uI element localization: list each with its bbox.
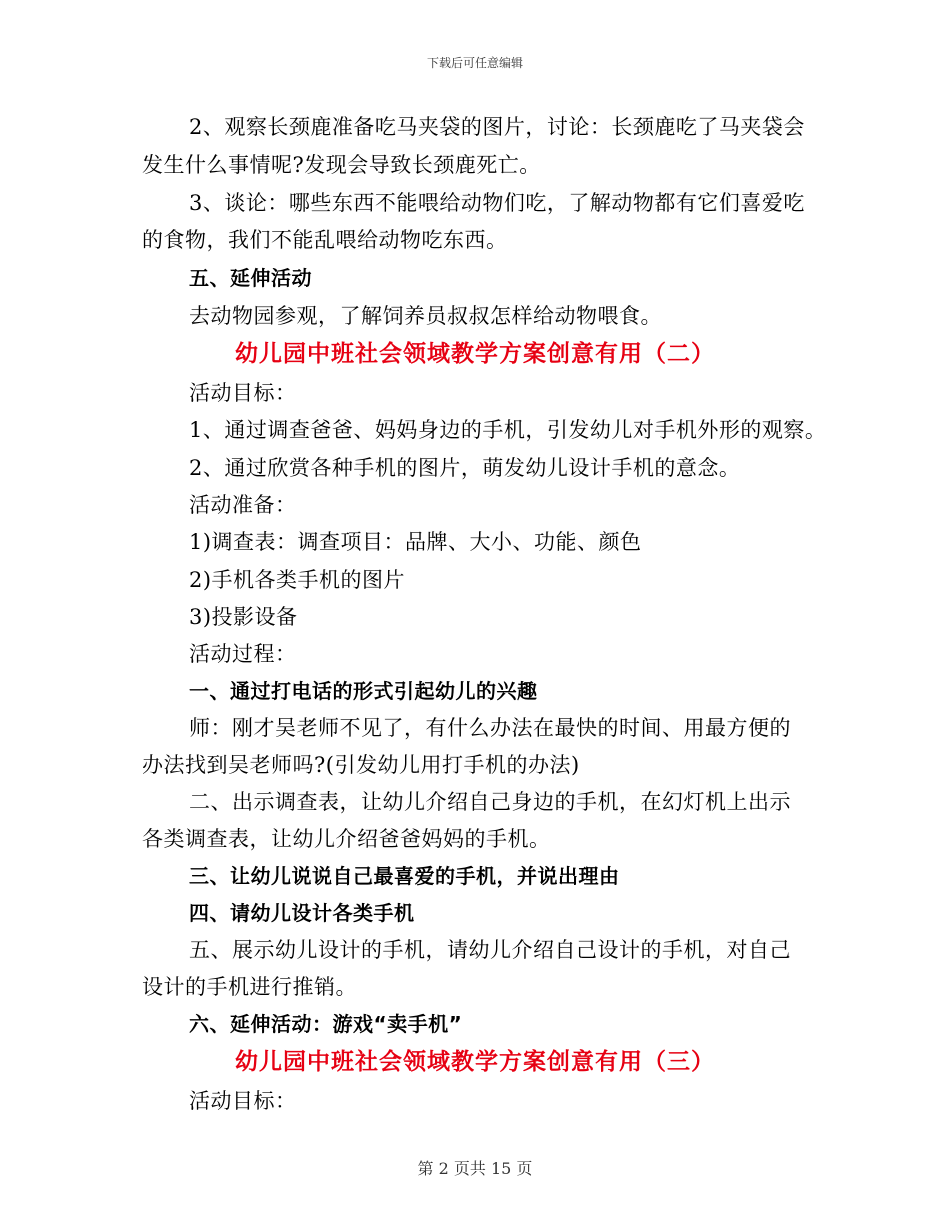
paragraph-line: 2)手机各类手机的图片 [189,568,406,592]
paragraph-line: 活动目标： [189,381,297,405]
paragraph-line: 的食物，我们不能乱喂给动物吃东西。 [142,228,508,252]
lesson-title: 幼儿园中班社会领域教学方案创意有用（三） [235,1049,715,1075]
paragraph-line: 活动目标： [189,1089,297,1113]
paragraph-line: 五、展示幼儿设计的手机，请幼儿介绍自己设计的手机，对自己 [189,938,791,962]
section-heading: 五、延伸活动 [189,266,312,290]
paragraph-line: 设计的手机进行推销。 [142,975,357,999]
paragraph-line: 发生什么事情呢?发现会导致长颈鹿死亡。 [142,153,541,177]
paragraph-line: 3)投影设备 [189,605,298,629]
paragraph-line: 活动过程： [189,642,297,666]
paragraph-line: 各类调查表，让幼儿介绍爸爸妈妈的手机。 [142,827,551,851]
paragraph-line: 1、通过调查爸爸、妈妈身边的手机，引发幼儿对手机外形的观察。 [189,418,827,442]
paragraph-line: 师：刚才吴老师不见了，有什么办法在最快的时间、用最方便的 [189,716,791,740]
lesson-title: 幼儿园中班社会领域教学方案创意有用（二） [235,341,715,367]
page-header-note: 下载后可任意编辑 [426,56,523,70]
paragraph-line: 去动物园参观，了解饲养员叔叔怎样给动物喂食。 [189,304,662,328]
section-heading: 一、通过打电话的形式引起幼儿的兴趣 [189,679,538,703]
section-heading: 四、请幼儿设计各类手机 [189,901,415,925]
paragraph-line: 2、通过欣赏各种手机的图片，萌发幼儿设计手机的意念。 [189,456,741,480]
paragraph-line: 1)调查表：调查项目：品牌、大小、功能、颜色 [189,530,642,554]
paragraph-line: 3、谈论：哪些东西不能喂给动物们吃，了解动物都有它们喜爱吃 [189,191,805,215]
paragraph-line: 二、出示调查表，让幼儿介绍自己身边的手机，在幻灯机上出示 [189,790,791,814]
paragraph-line: 活动准备： [189,493,297,517]
paragraph-line: 2、观察长颈鹿准备吃马夹袋的图片，讨论：长颈鹿吃了马夹袋会 [189,115,805,139]
section-heading: 六、延伸活动：游戏“卖手机” [189,1012,463,1036]
paragraph-line: 办法找到吴老师吗?(引发幼儿用打手机的办法) [142,753,580,777]
section-heading: 三、让幼儿说说自己最喜爱的手机，并说出理由 [189,864,620,888]
page-number: 第 2 页共 15 页 [417,1159,533,1178]
